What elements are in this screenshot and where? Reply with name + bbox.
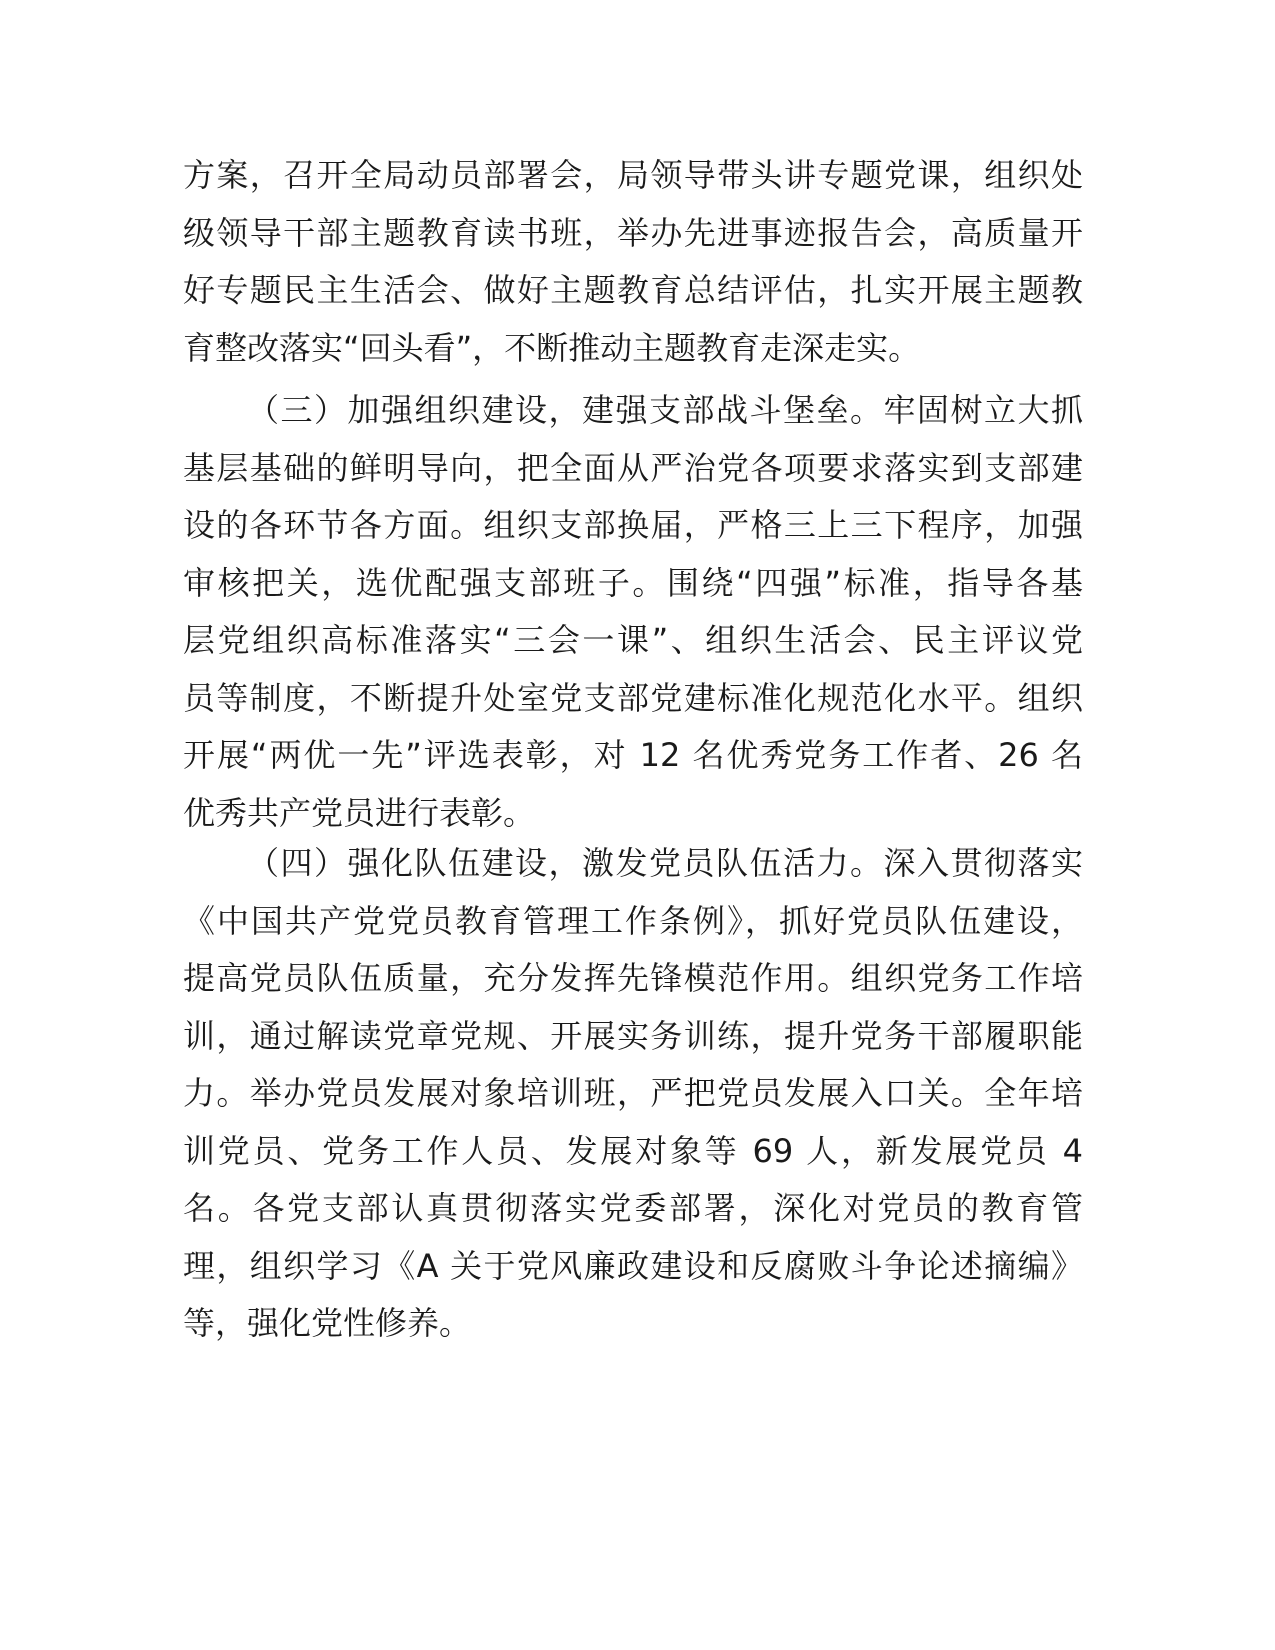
text-line: 基层基础的鲜明导向，把全面从严治党各项要求落实到支部建 bbox=[183, 448, 1083, 487]
text-line: 等，强化党性修养。 bbox=[183, 1304, 472, 1342]
text-line: 训，通过解读党章党规、开展实务训练，提升党务干部履职能 bbox=[183, 1016, 1083, 1055]
text-line: 审核把关，选优配强支部班子。围绕“四强”标准，指导各基 bbox=[183, 563, 1083, 602]
text-line: 理，组织学习《A 关于党风廉政建设和反腐败斗争论述摘编》 bbox=[183, 1246, 1083, 1285]
paragraph-heading-line: （三）加强组织建设，建强支部战斗堡垒。牢固树立大抓 bbox=[247, 391, 1083, 429]
paragraph-team-building bbox=[183, 835, 1083, 1353]
text-line: 级领导干部主题教育读书班，举办先进事迹报告会，高质量开 bbox=[183, 213, 1083, 252]
paragraph-organization-building bbox=[183, 382, 1083, 842]
text-line: 方案，召开全局动员部署会，局领导带头讲专题党课，组织处 bbox=[183, 156, 1083, 194]
text-line: 设的各环节各方面。组织支部换届，严格三上三下程序，加强 bbox=[183, 506, 1083, 544]
text-line: 好专题民主生活会、做好主题教育总结评估，扎实开展主题教 bbox=[183, 271, 1083, 309]
text-line: 《中国共产党党员教育管理工作条例》，抓好党员队伍建设， bbox=[183, 901, 1083, 940]
text-line: 层党组织高标准落实“三会一课”、组织生活会、民主评议党 bbox=[183, 621, 1083, 659]
paragraph-heading-line: （四）强化队伍建设，激发党员队伍活力。深入贯彻落实 bbox=[247, 844, 1083, 882]
text-line: 提高党员队伍质量，充分发挥先锋模范作用。组织党务工作培 bbox=[183, 959, 1083, 997]
text-line: 名。各党支部认真贯彻落实党委部署，深化对党员的教育管 bbox=[183, 1189, 1083, 1227]
paragraph-continuation bbox=[183, 147, 1083, 377]
text-line: 力。举办党员发展对象培训班，严把党员发展入口关。全年培 bbox=[183, 1074, 1083, 1112]
text-line: 开展“两优一先”评选表彰，对 12 名优秀党务工作者、26 名 bbox=[183, 736, 1083, 774]
text-line: 员等制度，不断提升处室党支部党建标准化规范化水平。组织 bbox=[183, 678, 1083, 717]
text-line: 训党员、党务工作人员、发展对象等 69 人，新发展党员 4 bbox=[183, 1131, 1083, 1170]
text-line: 优秀共产党员进行表彰。 bbox=[183, 793, 536, 832]
text-line: 育整改落实“回头看”，不断推动主题教育走深走实。 bbox=[183, 328, 921, 367]
